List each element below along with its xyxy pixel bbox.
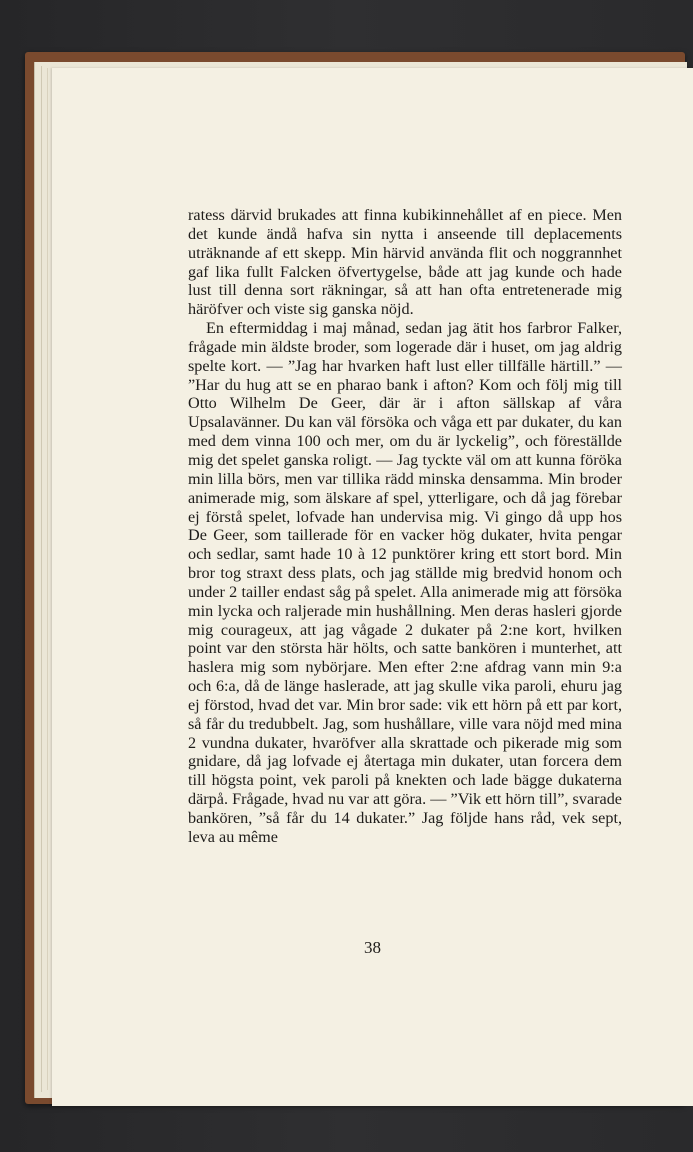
page-number: 38 bbox=[364, 938, 381, 957]
paragraph: ratess därvid brukades att finna kubikinnehållet af en piece. Men det kunde ändå hafva sin nytta i anseende till deplacements uträknande af ett skepp. Min härvid använda flit och noggrannhet gaf lika fullt Falcken öfvertygelse, både att jag kunde och hade lust till denna sort räkningar, så att han ofta entretenerade mig häröfver och viste sig ganska nöjd. bbox=[188, 206, 622, 319]
body-text bbox=[188, 206, 622, 847]
paragraph: En eftermiddag i maj månad, sedan jag ätit hos farbror Falker, frågade min äldste broder, som logerade där i huset, om jag aldrig spelte kort. — ”Jag har hvarken haft lust eller tillfälle härtill.” — ”Har du hug att se en pharao bank i afton? Kom och följ mig till Otto Wilhelm De Geer, där är i afton sällskap af våra Upsalavänner. Du kan väl försöka och våga ett par dukater, du kan med dem vinna 100 och mer, om du är lyckelig”, och föreställde mig det spelet ganska roligt. — Jag tyckte väl om att kunna föröka min lilla börs, men var tillika rädd minska densamma. Min broder animerade mig, som älskare af spel, ytterligare, och då jag förebar ej förstå spelet, lofvade han undervisa mig. Vi gingo då upp hos De Geer, som taillerade för en vacker hög dukater, hvita pengar och sedlar, samt hade 10 à 12 punktörer kring ett stort bord. Min bror tog straxt dess plats, och jag ställde mig bredvid honom och under 2 tailler endast såg på spelet. Alla animerade mig att försöka min lycka och raljerade min hushållning. Men deras hasleri gjorde mig courageux, att jag vågade 2 dukater på 2:ne kort, hvilken point var den största här hölts, och satte bankören i munterhet, att haslera mig som nybörjare. Men efter 2:ne afdrag vann min 9:a och 6:a, då de länge haslerade, att jag skulle vika paroli, ehuru jag ej förstod, hvad det var. Min bror sade: vik ett hörn på ett par kort, så får du tredubbelt. Jag, som hushållare, ville vara nöjd med mina 2 vundna dukater, hvaröfver alla skrattade och pikerade mig som gnidare, då jag lofvade ej återtaga min dukater, utan forcera dem till högsta point, vek paroli på knekten och lade bägge dukaterna därpå. Frågade, hvad nu var att göra. — ”Vik ett hörn till”, svarade bankören, ”så får du 14 dukater.” Jag följde hans råd, vek sept, leva au même bbox=[188, 319, 622, 846]
book-page bbox=[52, 68, 693, 1106]
